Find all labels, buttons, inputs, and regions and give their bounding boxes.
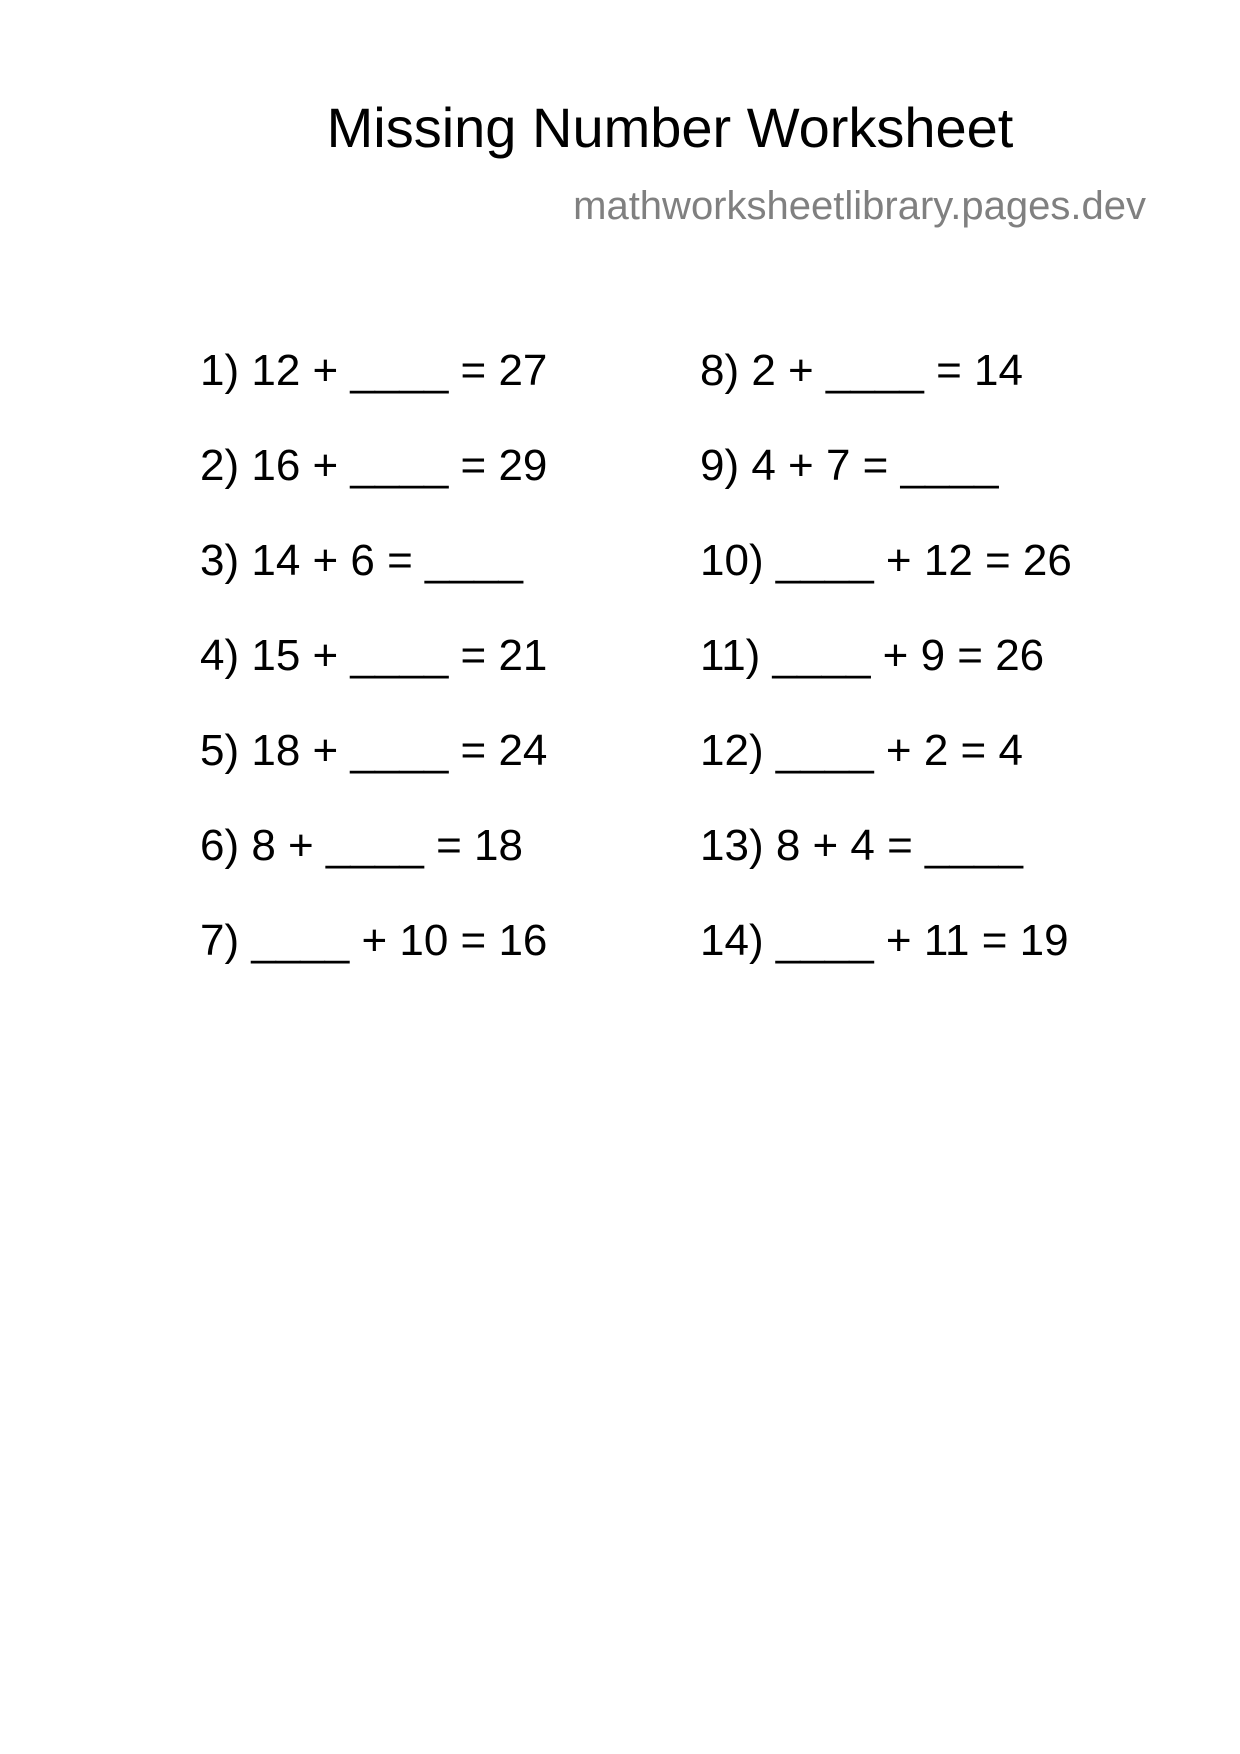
problem-item: 11) ____ + 9 = 26 [700,631,1045,680]
problem-item: 6) 8 + ____ = 18 [200,821,523,870]
problem-item: 8) 2 + ____ = 14 [700,346,1023,395]
problem-item: 13) 8 + 4 = ____ [700,821,1023,870]
worksheet-title: Missing Number Worksheet [326,96,1014,159]
problem-item: 4) 15 + ____ = 21 [200,631,548,680]
problem-item: 5) 18 + ____ = 24 [200,726,548,775]
problem-item: 10) ____ + 12 = 26 [700,536,1072,585]
problem-item: 12) ____ + 2 = 4 [700,726,1023,775]
problem-item: 2) 16 + ____ = 29 [200,441,548,490]
problem-item: 7) ____ + 10 = 16 [200,916,548,965]
problem-item: 14) ____ + 11 = 19 [700,916,1069,965]
problem-item: 3) 14 + 6 = ____ [200,536,523,585]
problem-item: 9) 4 + 7 = ____ [700,441,999,490]
problem-item: 1) 12 + ____ = 27 [200,346,548,395]
source-url: mathworksheetlibrary.pages.dev [573,184,1146,228]
